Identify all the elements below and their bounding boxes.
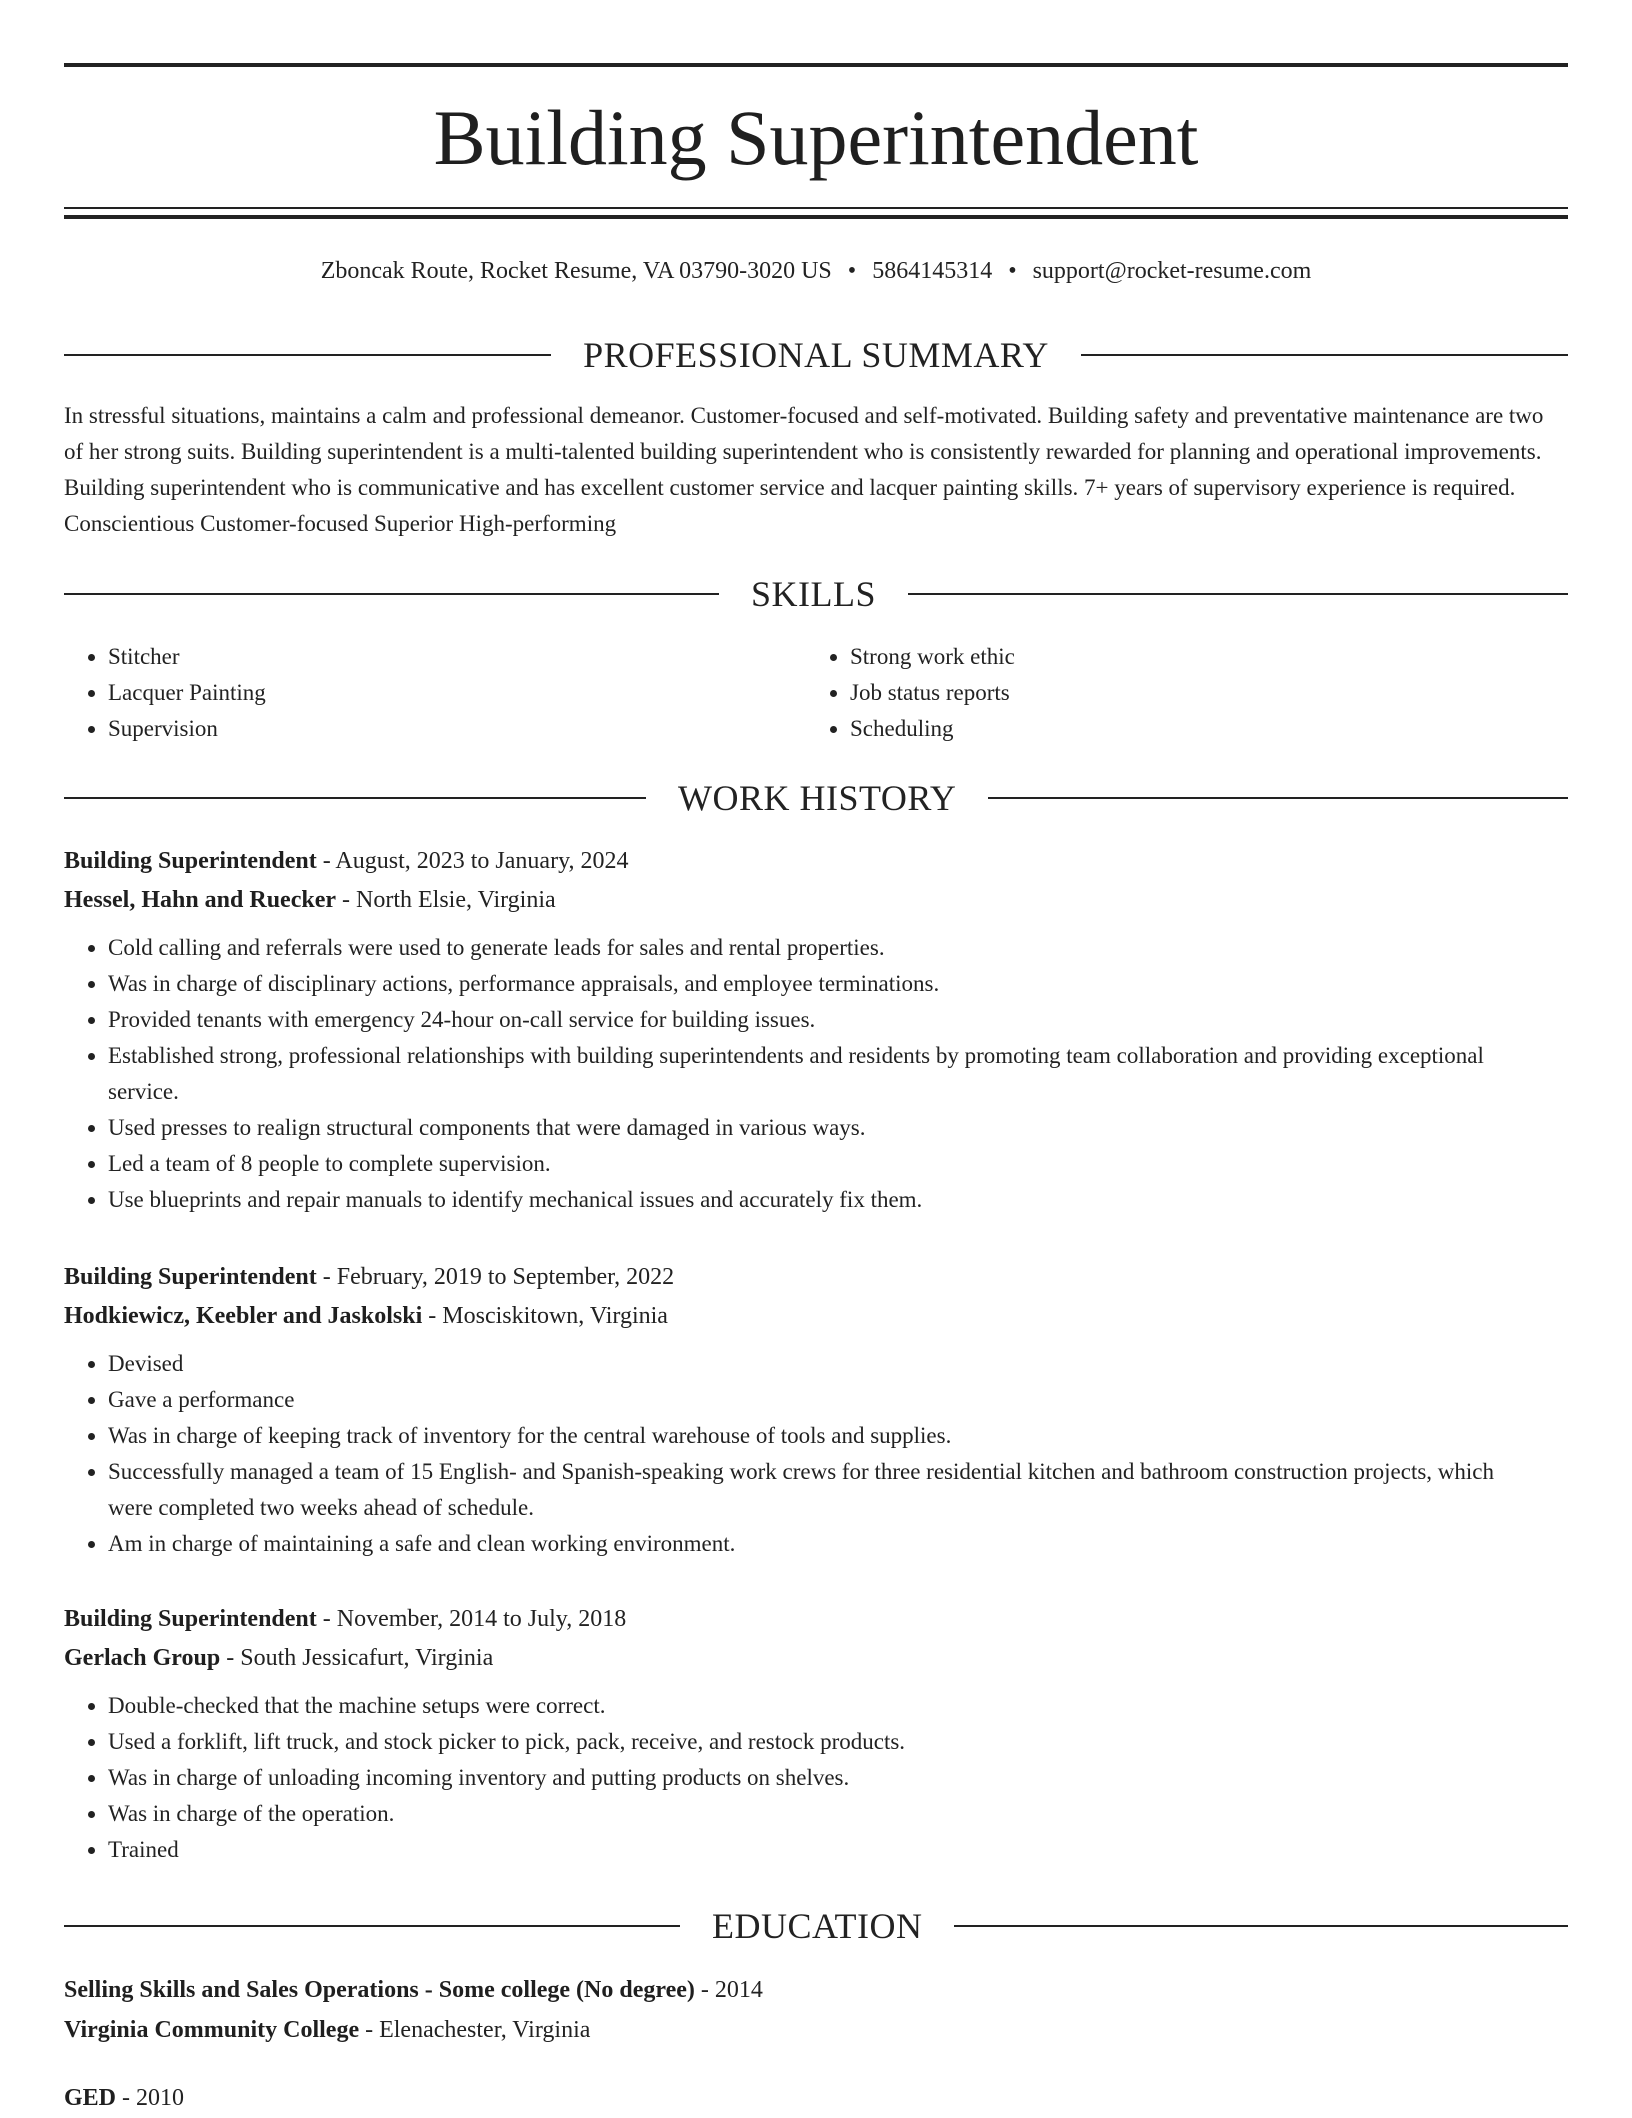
section-title: WORK HISTORY — [678, 778, 957, 818]
job-dates: February, 2019 to September, 2022 — [336, 1264, 675, 1290]
heading-rule — [988, 797, 1568, 799]
job-title-line — [64, 1600, 1568, 1639]
education-degree: Selling Skills and Sales Operations - Some college (No degree) — [64, 1977, 695, 2003]
heading-rule — [1081, 354, 1568, 356]
job-entry — [64, 1600, 1568, 1868]
section-title: SKILLS — [751, 574, 877, 614]
job-bullet: • Gave a performance — [108, 1382, 1568, 1418]
contact-address: Zboncak Route, Rocket Resume, VA 03790-3020 US — [320, 258, 832, 284]
heading-rule — [64, 797, 646, 799]
job-bullet: • Used a forklift, lift truck, and stock picker to pick, pack, receive, and restock products. — [108, 1724, 1568, 1760]
job-entry — [64, 1258, 1568, 1562]
contact-separator: • — [847, 258, 857, 284]
job-bullet: • Provided tenants with emergency 24-hour on-call service for building issues. — [108, 1002, 1568, 1038]
education-entry — [64, 1970, 1568, 2050]
job-bullet: • Was in charge of unloading incoming inventory and putting products on shelves. — [108, 1760, 1568, 1796]
dash: - — [316, 1606, 337, 1632]
job-bullet: • Established strong, professional relationships with building superintendents and residents by promoting team collaboration and providing exceptional service. — [108, 1038, 1568, 1110]
job-title-line — [64, 1258, 1568, 1297]
education-degree-line — [64, 2078, 1568, 2118]
heading-rule — [64, 593, 719, 595]
education-location: Elenachester, Virginia — [379, 2017, 591, 2043]
job-dates: August, 2023 to January, 2024 — [335, 848, 629, 874]
job-bullet: • Double-checked that the machine setups were correct. — [108, 1688, 1568, 1724]
skill-item: • Scheduling — [850, 711, 1548, 747]
job-bullet: • Led a team of 8 people to complete supervision. — [108, 1146, 1568, 1182]
page-title: Building Superintendent — [433, 94, 1199, 181]
job-bullet: • Trained — [108, 1832, 1568, 1868]
heading-rule — [64, 354, 551, 356]
education-year: 2010 — [136, 2085, 185, 2111]
title-rule-upper — [64, 207, 1568, 209]
skill-item: • Strong work ethic — [850, 639, 1548, 675]
dash: - — [336, 887, 357, 913]
job-company-line — [64, 881, 1568, 920]
work-history-heading — [64, 776, 1568, 820]
skill-item: • Stitcher — [108, 639, 806, 675]
skills-column-left — [64, 639, 806, 747]
dash: - — [422, 1303, 443, 1329]
contact-separator: • — [1008, 258, 1017, 284]
education-school: Virginia Community College — [64, 2017, 360, 2043]
job-title: Building Superintendent — [64, 848, 317, 874]
summary-heading — [64, 333, 1568, 377]
job-title: Building Superintendent — [64, 1264, 317, 1290]
dash: - — [220, 1645, 241, 1671]
education-entry — [64, 2078, 1568, 2118]
contact-line — [64, 254, 1568, 288]
skills-column-right — [806, 639, 1548, 747]
summary-text: In stressful situations, maintains a calm and professional demeanor. Customer-focused and self-motivated. Building safety and preventative maintenance are two of her strong suits. Building superintendent is a multi-talented building superintendent who is consistently rewarded for planning and operational improvements. Building superintendent who is communicative and has excellent customer service and lacquer painting skills. 7+ years of supervisory experience is required. Conscientious Customer-focused Superior High-performing — [64, 403, 1544, 536]
job-bullet: • Was in charge of keeping track of inventory for the central warehouse of tools and supplies. — [108, 1418, 1568, 1454]
job-bullet: • Was in charge of disciplinary actions, performance appraisals, and employee terminations. — [108, 966, 1568, 1002]
job-location: Mosciskitown, Virginia — [442, 1303, 668, 1329]
job-bullet: • Am in charge of maintaining a safe and clean working environment. — [108, 1526, 1568, 1562]
job-company-line — [64, 1297, 1568, 1336]
skills-list — [64, 639, 1568, 747]
job-bullets — [64, 1688, 1568, 1868]
job-location: North Elsie, Virginia — [356, 887, 556, 913]
contact-phone: 5864145314 — [872, 258, 993, 284]
education-degree-line — [64, 1970, 1568, 2010]
heading-rule — [908, 593, 1568, 595]
section-title: EDUCATION — [712, 1906, 923, 1946]
job-bullet: • Use blueprints and repair manuals to identify mechanical issues and accurately fix them. — [108, 1182, 1568, 1218]
job-bullet: • Cold calling and referrals were used to generate leads for sales and rental properties. — [108, 930, 1568, 966]
job-entry — [64, 842, 1568, 1218]
job-title-line — [64, 842, 1568, 881]
skill-item: • Lacquer Painting — [108, 675, 806, 711]
dash: - — [359, 2017, 380, 2043]
job-company: Gerlach Group — [64, 1645, 221, 1671]
education-heading — [64, 1904, 1568, 1948]
job-bullets — [64, 1346, 1568, 1562]
job-bullet: • Was in charge of the operation. — [108, 1796, 1568, 1832]
education-year: 2014 — [714, 1977, 763, 2003]
dash: - — [316, 848, 336, 874]
heading-rule — [954, 1925, 1568, 1927]
skills-heading — [64, 572, 1568, 616]
job-bullet: • Devised — [108, 1346, 1568, 1382]
title-rule-lower — [64, 215, 1568, 219]
education-school-line — [64, 2010, 1568, 2050]
contact-email: support@rocket-resume.com — [1032, 258, 1312, 284]
job-company: Hodkiewicz, Keebler and Jaskolski — [64, 1303, 423, 1329]
skill-item: • Supervision — [108, 711, 806, 747]
job-dates: November, 2014 to July, 2018 — [336, 1606, 627, 1632]
job-location: South Jessicafurt, Virginia — [240, 1645, 494, 1671]
education-degree: GED — [64, 2085, 117, 2111]
job-bullet: • Successfully managed a team of 15 English- and Spanish-speaking work crews for three residential kitchen and bathroom construction projects, which were completed two weeks ahead of schedule. — [108, 1454, 1568, 1526]
job-company: Hessel, Hahn and Ruecker — [64, 887, 337, 913]
job-company-line — [64, 1639, 1568, 1678]
job-bullets — [64, 930, 1568, 1218]
section-title: PROFESSIONAL SUMMARY — [583, 335, 1049, 375]
job-bullet: • Used presses to realign structural components that were damaged in various ways. — [108, 1110, 1568, 1146]
heading-rule — [64, 1925, 680, 1927]
dash: - — [694, 1977, 715, 2003]
job-title: Building Superintendent — [64, 1606, 317, 1632]
dash: - — [116, 2085, 137, 2111]
top-rule — [64, 63, 1568, 67]
skill-item: • Job status reports — [850, 675, 1548, 711]
dash: - — [316, 1264, 337, 1290]
